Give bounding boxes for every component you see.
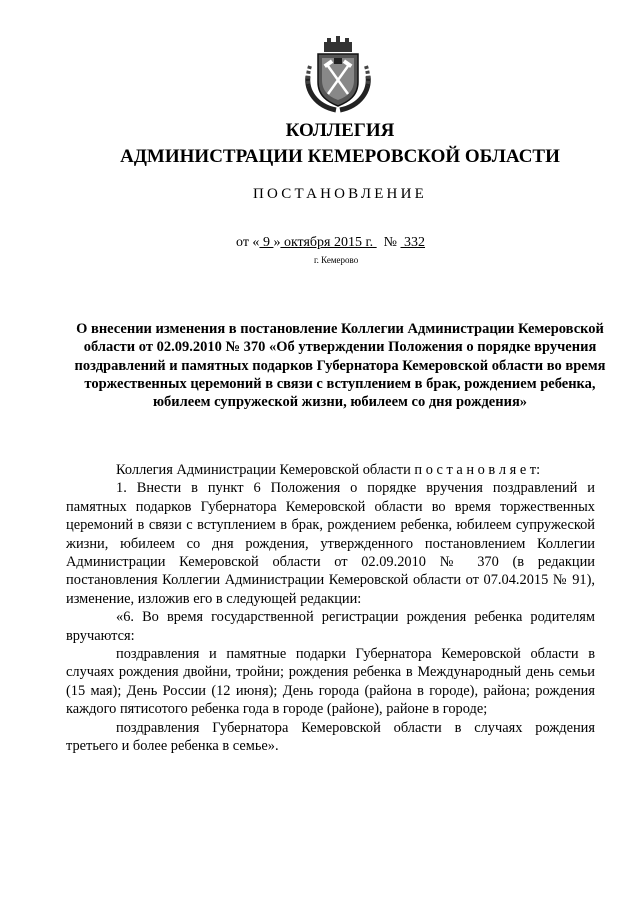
document-type: ПОСТАНОВЛЕНИЕ bbox=[253, 186, 427, 202]
date-month-year: октября 2015 г. bbox=[280, 235, 377, 250]
date-day: 9 bbox=[259, 235, 274, 250]
document-number: 332 bbox=[400, 235, 426, 250]
body-paragraph-2: 1. Внести в пункт 6 Положения о порядке вручения поздравлений и памятных подарков Губернатора Кемеровской области во время торжественных церемоний в связи с вступлением в брак, рождением ребенка, юбилеем супружеской жизни, юбилеем со дня рождения, утвержденного постановлением Коллегии Администрации Кемеровской области от 02.09.2010 № 370 (в редакции постановления Коллегии Администрации Кемеровской области от 07.04.2015 № 91), изменение, изложив его в следующей редакции: bbox=[66, 480, 595, 607]
number-sign: № bbox=[383, 235, 398, 250]
org-name-line2: АДМИНИСТРАЦИИ КЕМЕРОВСКОЙ ОБЛАСТИ bbox=[120, 146, 560, 167]
body-paragraph-4: поздравления и памятные подарки Губернатора Кемеровской области в случаях рождения двойни, тройни; рождения ребенка в Международный день семьи (15 мая); День России (12 июня); День города (района в городе), района; рождения каждого пятисотого ребенка года в городе (районе), районе в городе; bbox=[66, 646, 595, 718]
document-title: О внесении изменения в постановление Коллегии Администрации Кемеровской области от 02.09.2010 № 370 «Об утверждении Положения о порядке вручения поздравлений и памятных подарков Губернатора Кемеровской области во время торжественных церемоний в связи с вступлением в брак, рождением ребенка, юбилеем супружеской жизни, юбилеем со дня рождения» bbox=[74, 321, 606, 411]
org-name-line1: КОЛЛЕГИЯ bbox=[285, 120, 395, 141]
document-dateline bbox=[236, 235, 425, 251]
body-paragraph-1: Коллегия Администрации Кемеровской области п о с т а н о в л я е т: bbox=[116, 462, 541, 478]
document-city: г. Кемерово bbox=[314, 255, 359, 265]
document-body bbox=[66, 461, 595, 756]
body-paragraph-5: поздравления Губернатора Кемеровской области в случаях рождения третьего и более ребенка в семье». bbox=[66, 719, 595, 755]
body-paragraph-3: «6. Во время государственной регистрации рождения ребенка родителям вручаются: bbox=[66, 609, 595, 644]
date-prefix: от « bbox=[236, 235, 260, 250]
date-quote-close: » bbox=[273, 235, 281, 250]
coat-of-arms-icon bbox=[298, 36, 378, 116]
